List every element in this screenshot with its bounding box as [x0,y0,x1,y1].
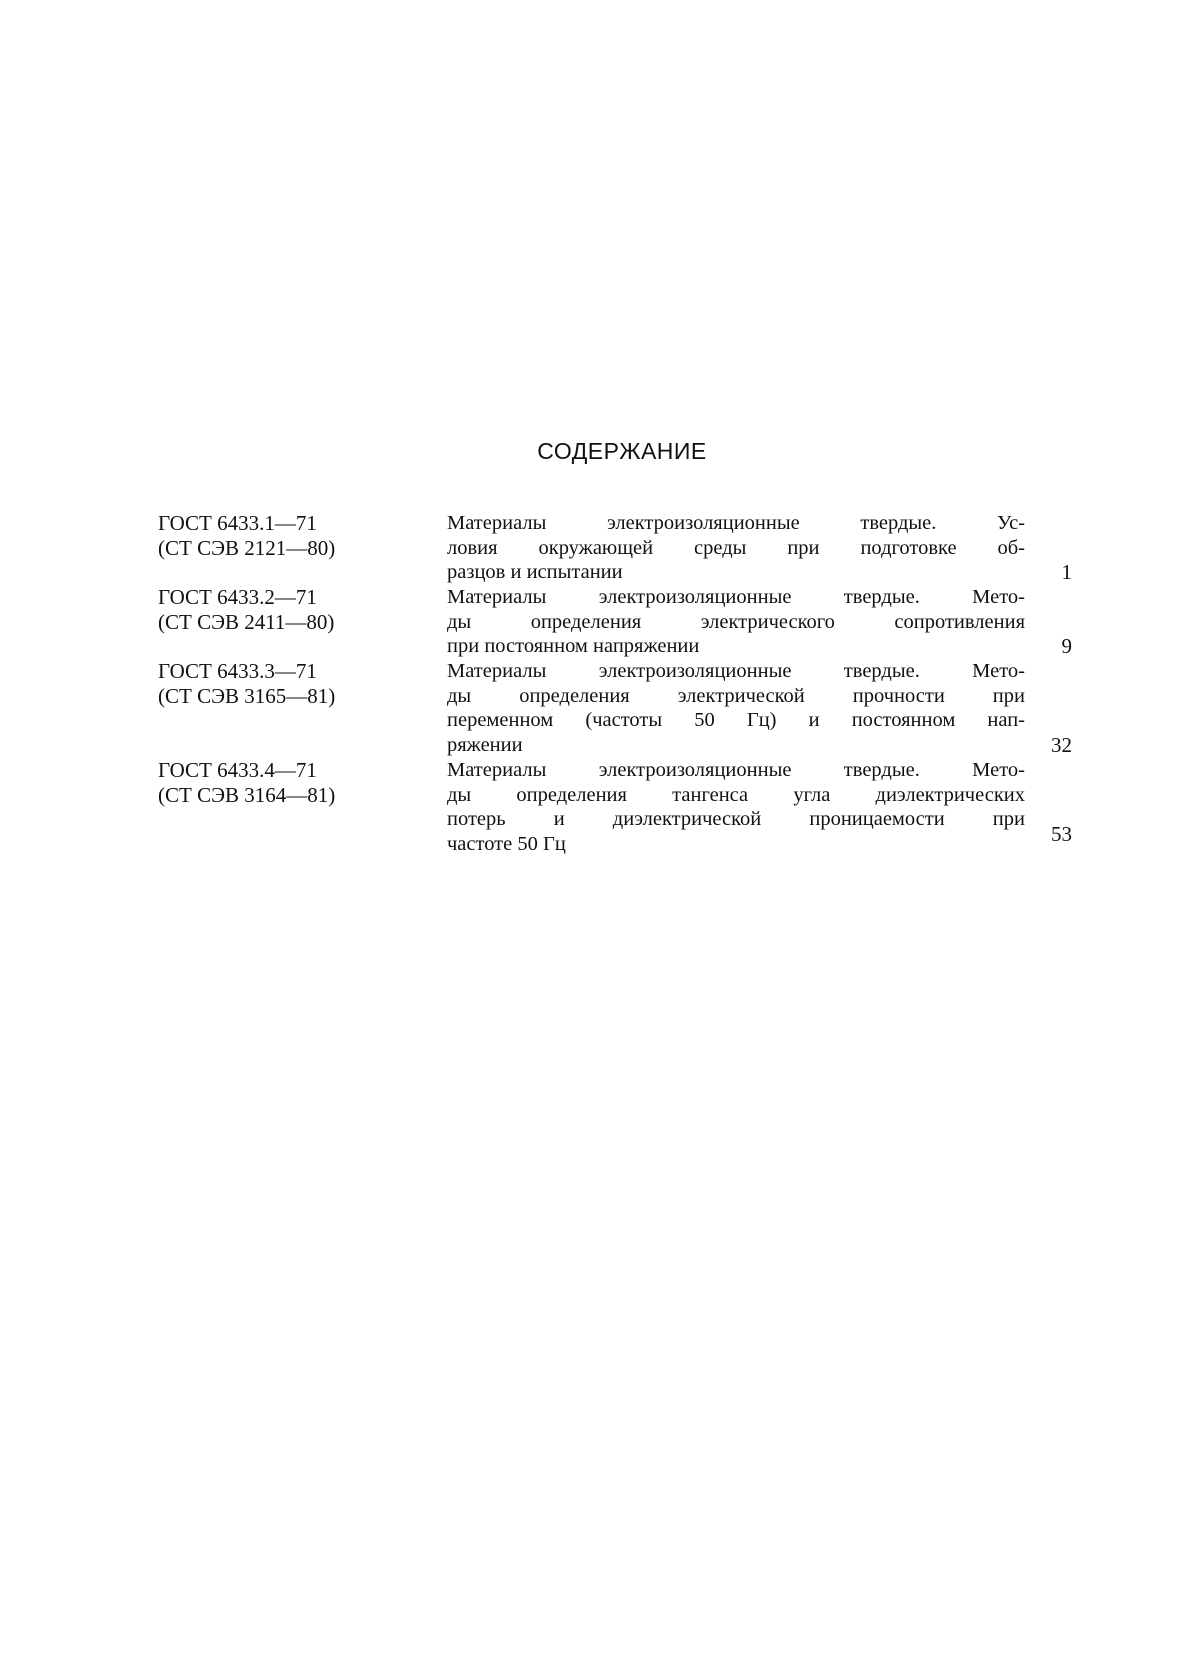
description-line: ды определения электрической прочности при [447,684,1025,707]
description-line: частоте 50 Гц [447,832,566,855]
page-number: 53 [1051,822,1072,846]
description-line: переменном (частоты 50 Гц) и постоянном нап- [447,709,1025,732]
description-line: при постоянном напряжении [447,635,700,658]
description-line: ды определения тангенса угла диэлектрических [447,783,1025,806]
gost-number: ГОСТ 6433.4—71 [158,758,317,782]
toc-description [447,659,1025,757]
toc-code [158,758,388,807]
sev-reference: (СТ СЭВ 3164—81) [158,782,336,807]
gost-number: ГОСТ 6433.2—71 [158,585,317,609]
page-number: 32 [1051,733,1072,757]
sev-reference: (СТ СЭВ 2411—80) [158,609,335,634]
page-number: 1 [1061,560,1072,584]
description-line: ды определения электрического сопротивления [447,610,1025,633]
description-line: ловия окружающей среды при подготовке об- [447,536,1025,559]
gost-number: ГОСТ 6433.3—71 [158,659,317,683]
toc-code [158,585,388,634]
description-line: разцов и испытании [447,561,623,584]
toc-description [447,511,1025,585]
description-line: потерь и диэлектрической проницаемости при [447,808,1025,831]
sev-reference: (СТ СЭВ 2121—80) [158,535,336,560]
sev-reference: (СТ СЭВ 3165—81) [158,683,336,708]
page-title: СОДЕРЖАНИЕ [537,438,707,464]
toc-description [447,758,1025,856]
description-line: Материалы электроизоляционные твердые. Ус- [447,512,1025,534]
gost-number: ГОСТ 6433.1—71 [158,511,317,535]
description-line: Материалы электроизоляционные твердые. Мето- [447,660,1025,682]
description-line: Материалы электроизоляционные твердые. Мето- [447,586,1025,608]
description-line: Материалы электроизоляционные твердые. Мето- [447,759,1025,781]
page-number: 9 [1061,634,1072,658]
toc-code [158,659,388,708]
description-line: ряжении [447,733,523,756]
toc-code [158,511,388,560]
toc-description [447,585,1025,659]
